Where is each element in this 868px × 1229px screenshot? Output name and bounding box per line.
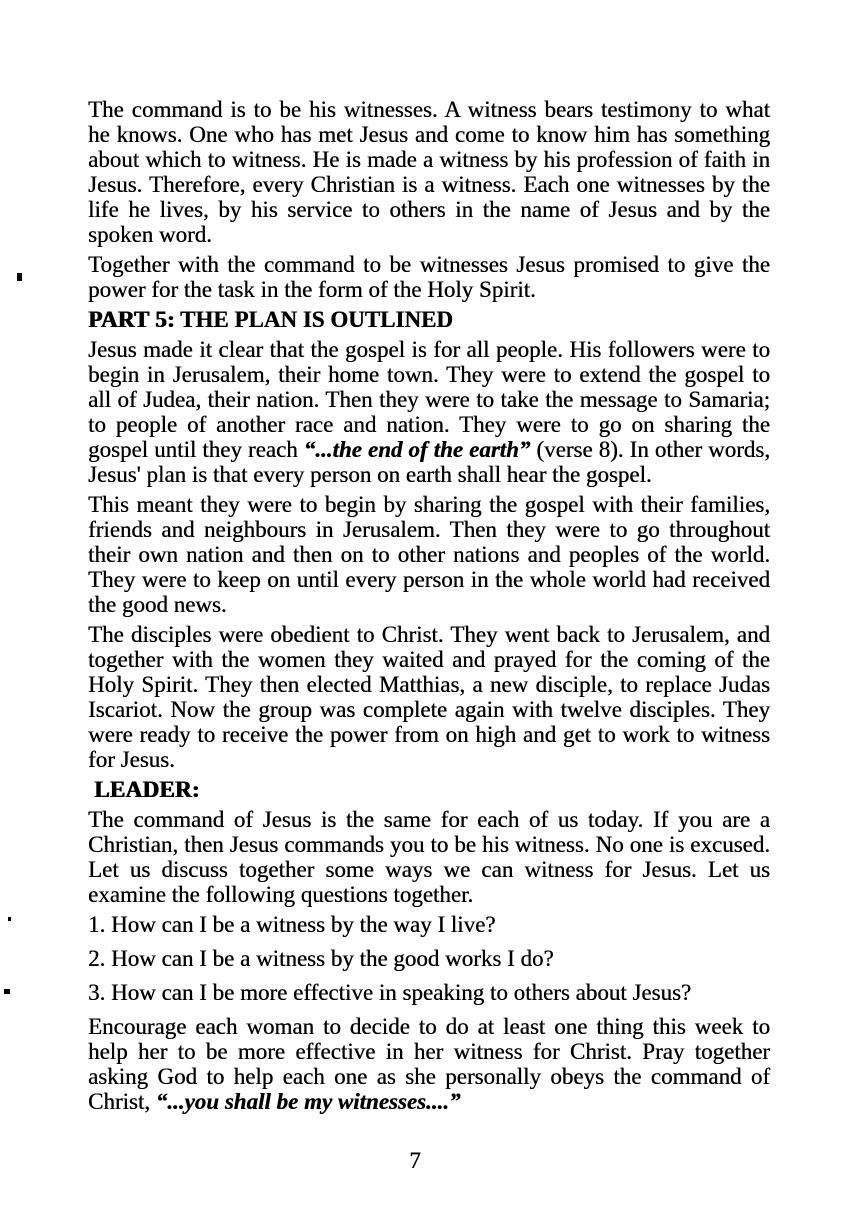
- paragraph-encourage-text: Encourage each woman to decide to do at least one thing this week to help her to be more effective in her witness for Christ. Pray together asking God to help each one as she personally obeys the command of Christ,: [88, 1014, 770, 1114]
- scan-speck: [17, 273, 22, 281]
- question-3: 3. How can I be more effective in speaking to others about Jesus?: [88, 980, 692, 1005]
- paragraph-plan-outlined: [88, 337, 770, 487]
- scan-speck: [8, 917, 11, 921]
- paragraph-command-witnesses: The command is to be his witnesses. A witness bears testimony to what he knows. One who has met Jesus and come to know him has something about which to witness. He is made a witness by his profession of faith in Jesus. Therefore, every Christian is a witness. Each one witnesses by the life he lives, by his service to others in the name of Jesus and by the spoken word.: [88, 97, 770, 247]
- page-number: 7: [409, 1148, 421, 1173]
- scripture-quote-my-witnesses: “...you shall be my witnesses....”: [155, 1089, 461, 1114]
- paragraph-promise-holy-spirit: Together with the command to be witnesses Jesus promised to give the power for the task in the form of the Holy Spirit.: [88, 252, 770, 302]
- heading-part5: [88, 307, 770, 332]
- question-2: 2. How can I be a witness by the good works I do?: [88, 946, 554, 971]
- heading-leader: LEADER:: [94, 777, 200, 802]
- heading-part5-label: PART 5:: [88, 307, 175, 332]
- paragraph-encourage-women: [88, 1014, 770, 1114]
- paragraph-begin-jerusalem: This meant they were to begin by sharing the gospel with their families, friends and neighbours in Jerusalem. Then they were to go throughout their own nation and then on to other nations and peoples of the world. They were to keep on until every person in the whole world had received the good news.: [88, 492, 770, 617]
- scan-speck: [4, 989, 10, 994]
- paragraph-leader-instructions: The command of Jesus is the same for each of us today. If you are a Christian, then Jesus commands you to be his witness. No one is excused. Let us discuss together some ways we can witness for Jesus. Let us examine the following questions together.: [88, 807, 770, 907]
- scripture-quote-end-of-earth: “...the end of the earth”: [303, 437, 531, 462]
- paragraph-plan-text-after: (verse 8). In other words, Jesus' plan is that every person on earth shall hear the gospel.: [88, 437, 771, 487]
- heading-part5-title: THE PLAN IS OUTLINED: [180, 307, 453, 332]
- paragraph-plan-text-before: Jesus made it clear that the gospel is for all people. His followers were to begin in Jerusalem, their home town. They were to extend the gospel to all of Judea, their nation. Then they were to take the message to Samaria; to people of another race and nation. They were to go on sharing the gospel until they reach: [88, 337, 770, 462]
- question-1: 1. How can I be a witness by the way I live?: [88, 912, 496, 937]
- paragraph-disciples-obedient: The disciples were obedient to Christ. They went back to Jerusalem, and together with the women they waited and prayed for the coming of the Holy Spirit. They then elected Matthias, a new disciple, to replace Judas Iscariot. Now the group was complete again with twelve disciples. They were ready to receive the power from on high and get to work to witness for Jesus.: [88, 622, 770, 772]
